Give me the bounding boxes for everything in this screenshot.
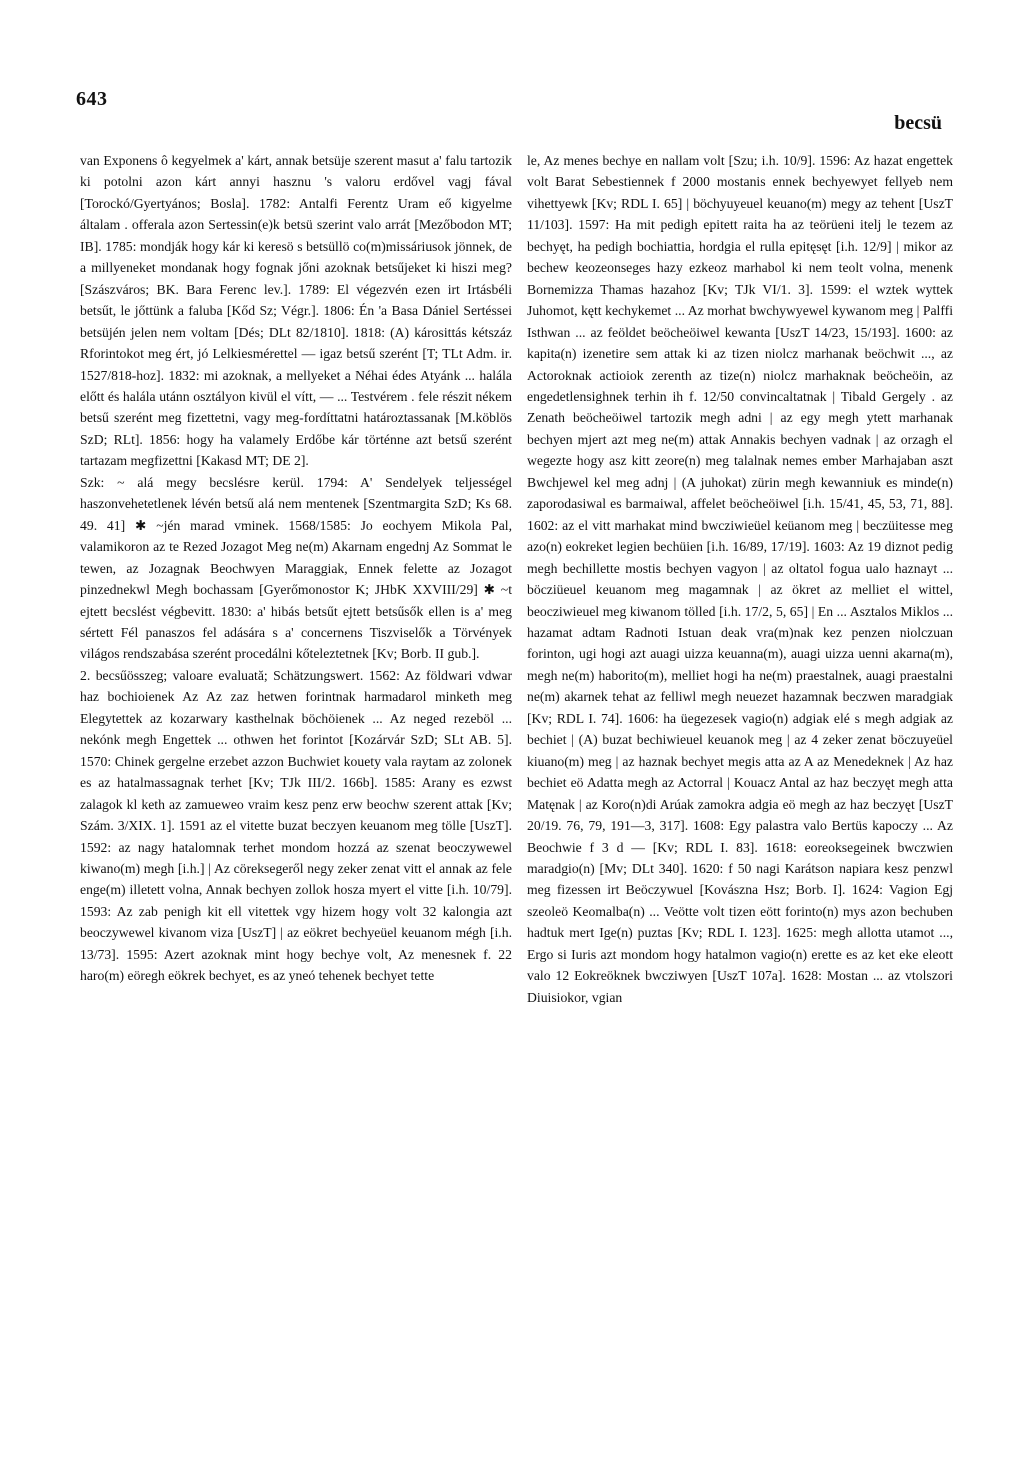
running-headword: becsü bbox=[894, 112, 942, 134]
right-column bbox=[527, 150, 953, 1008]
left-column bbox=[80, 150, 512, 987]
phrase-entry-paragraph: Szk: ~ alá megy becslésre kerül. 1794: A' Sendelyek teljességel haszonvehetetlenek lévén betsű alá nem mentenek [Szentmargita SzD; Ks 68. 49. 41] ✱ ~jén marad vminek. 1568/1585: Jo eochyem Mikola Pal, valamikoron az te Rezed Jozagot Meg ne(m) Akarnam engednj Az Sommat le tewen, az Jozagnak Beochwyen Maraggiak, Ennek felette az Jozagot pinzednekwl Megh bochassam [Gyerőmonostor K; JHbK XXVIII/29] ✱ ~t ejtett becslést végbevitt. 1830: a' hibás betsűt ejtett betsűsők ellen is a' meg sértett Fél panaszos fel adására s a' concernens Tiszviselők a Törvények világos rendszabása szerént procedálni kőteleztetnek [Kv; Borb. II gub.]. bbox=[80, 474, 512, 662]
sense-2-paragraph: 2. becsűösszeg; valoare evaluată; Schätzungswert. 1562: Az földwari vdwar haz bochioienek Az Az zaz hetwen forintnak harmadarol minketh meg Elegytettek az kozarwary kasthelnak böchöienek ... Az neged rezeböl ... nekónk megh Engettek ... othwen het forintot [Kozárvár SzD; SLt AB. 5]. 1570: Chinek gergelne erzebet azzon Buchwiet kouety vala raytam az zolonek es az hatalmassagnak terhet [Kv; TJk III/2. 166b]. 1585: Arany es ezwst zalagok kl keth az zamueweo vraim kesz penz erw beochw szerent attak [Kv; Szám. 3/XIX. 1]. 1591 az el vitette buzat beczyen keuanom meg tölle [UszT]. 1592: az nagy hatalomnak terhet mondom hozzá az szenat beoczywewel kiwano(m) megh [i.h.] | Az cöreksegeről negy zeker zenat vitt el annak az fele enge(m) illetett volna, Annak bechyen zollok hosza myert el vitte [i.h. 10/79]. 1593: Az zab penigh kit ell vitettek vgy hizem hogy volt 32 kalongia azt beoczywewel kivanom viza [UszT] | az eökret bechyeüel keuanom mégh [i.h. 13/73]. 1595: Azert azoknak mint hogy bechye volt, Az menesnek f. 22 haro(m) eöregh eökrek bechyet, es az yneó tehenek bechyet tette bbox=[80, 667, 512, 984]
page-number: 643 bbox=[76, 88, 108, 110]
entry-paragraph: le, Az menes bechye en nallam volt [Szu; i.h. 10/9]. 1596: Az hazat engettek volt Barat Sebestiennek f 2000 mostanis ennek bechyewyet fellyeb nem vihettyewk [Kv; RDL I. 65] | böchyuyeuel keuano(m) megy az tehent [UszT 11/103]. 1597: Ha mit pedigh epitett raita ha az teörüeni itelj le tezem az bechyęt, ha pedigh bochiattia, hordgia el rulla epitęsęt [i.h. 12/9] | mikor az bechew keozeonseges hazy ezkeoz marhabol ki nem teolt volna, menenk Bornemizza Thamas hazahoz [Kv; TJk VI/1. 3]. 1599: el wztek wyttek Juhomot, kętt kechykemet ... Az morhat bwchywyewel kywanom meg | Palffi Isthwan ... az feöldet beöcheöiwel kewanta [UszT 14/23, 15/193]. 1600: az kapita(n) izenetire sem attak ki az tizen niolcz marhanak beöchwit ..., az Actoroknak actioiok zerenth az tize(n) niolcz marhaknak beöcheöin, az engedetlensighnek terhin ih f. 12/50 convincaltatnak | Tibald Gergely . az Zenath beöcheöiwel tartozik megh adni | az egy megh ytett marhanak bechyen mjert azt meg ne(m) attak Annakis bechyen vadnak | az orzagh el wegezte hogy asz kitt zeore(n) meg talalnak nemes ember Marhajaban aszt Bwchjewel kel meg adnj | (A juhokat) zürin megh kewanniuk es minde(n) zaporodasiwal es barmaiwal, affelet beöcheöiwel [i.h. 15/41, 45, 53, 71, 88]. 1602: az el vitt marhakat mind bwcziwieüel keüanom meg | beczüitesse meg azo(n) eokreket legien bechüien [i.h. 16/89, 17/19]. 1603: Az 19 diznot pedig megh bechillette mostis bechyen vagyon | az oltatol fogua ualo haznayt ... böcziüeuel keuanom meg magamnak | az ökret az melliet el wittel, beocziwieuel meg kiwanom tölled [i.h. 17/2, 5, 65] | En ... Asztalos Miklos ... hazamat adtam Radnoti Istuan deak vra(m)nak kez penzen niolczuan forinton, ugi hogi azt auagi uizza keuanna(m), auagi uizza uenni akarna(m), megh ne(m) haborito(m), melliet hogi ha ne(m) praestalnek, auagi praestalni ne(m) akarnek tehat az felliwl megh neuezet hazamnak beczwen maradgiak [Kv; RDL I. 74]. 1606: ha üegezesek vagio(n) adgiak elé s megh adgiak az bechiet | (A) buzat bechiwieuel keuanok meg | az 4 zeker zenat böczuyeüel kiuano(m) meg | az haznak bechyet megis atta az A az Menedeknek | Az haz bechiet eö Adatta megh az Actorral | Kouacz Antal az haz beczyęt megh atta Matęnak | az Koro(n)di Arúak zamokra adgia eö megh az haz beczyęt [UszT 20/19. 76, 79, 191—3, 317]. 1608: Egy palastra valo Bertüs kapoczy ... Az Beochwie f 3 d — [Kv; RDL I. 83]. 1618: eoreoksegeinek bwczwien maradgio(n) [Mv; DLt 340]. 1620: f 50 nagi Karátson napiara kesz penzwl meg fizessen irt Beöczywuel [Kovászna Hsz; Borb. I]. 1624: Vagion Egj szeoleö Keomalba(n) ... Veötte volt tizen eött forinto(n) mys azon bechuben hadtuk mert Ige(n) puztas [Kv; RDL I. 123]. 1625: megh allotta utamot ..., Ergo si Iuris azt mondom hogy hatalmon vagio(n) erette es az ket eke eleott valo 12 Eokreöknek bwcziwyen [UszT 107a]. 1628: Mostan ... az vtolszori Diuisiokor, vgian bbox=[527, 153, 953, 1005]
entry-paragraph: van Exponens ô kegyelmek a' kárt, annak betsüje szerent masut a' falu tartozik ki potolni azon kárt annyi hasznu 's valoru erdővel vagj fával [Torockó/Gyertyános; Bosla]. 1782: Antalfi Ferentz Uram eő kigyelme általam . offerala azon Sertessin(e)k betsü szerint valo arrát [Mezőbodon MT; IB]. 1785: mondják hogy kár ki keresö s betsüllö co(m)missáriusok jönnek, de a millyeneket mondanak hogy fognak jőni azoknak betsűjeket ki hiszi meg? [Szászváros; BK. Bara Ferenc lev.]. 1789: El végezvén ezen irt Irtásbéli betsűt, le jőttünk a faluba [Kőd Sz; Végr.]. 1806: Én 'a Basa Dániel Sertéssei betsüjén jelen nem voltam [Dés; DLt 82/1810]. 1818: (A) károsittás kétszáz Rforintokot meg ért, jó Lelkiesmérettel — igaz betsű szerént [T; TLt Adm. ir. 1527/818-hoz]. 1832: mi azoknak, a mellyeket a Néhai édes Atyánk ... halála előtt és halála utánn osztályon kivül el vítt, — ... Testvérem . fele részit nékem betsű szerént meg fizettetni, vagy meg-fordíttatni határoztassanak [M.köblös SzD; RLt]. 1856: hogy ha valamely Erdőbe kár történne azt betsű szerént tartazam megfizettni [Kakasd MT; DE 2]. bbox=[80, 153, 512, 469]
